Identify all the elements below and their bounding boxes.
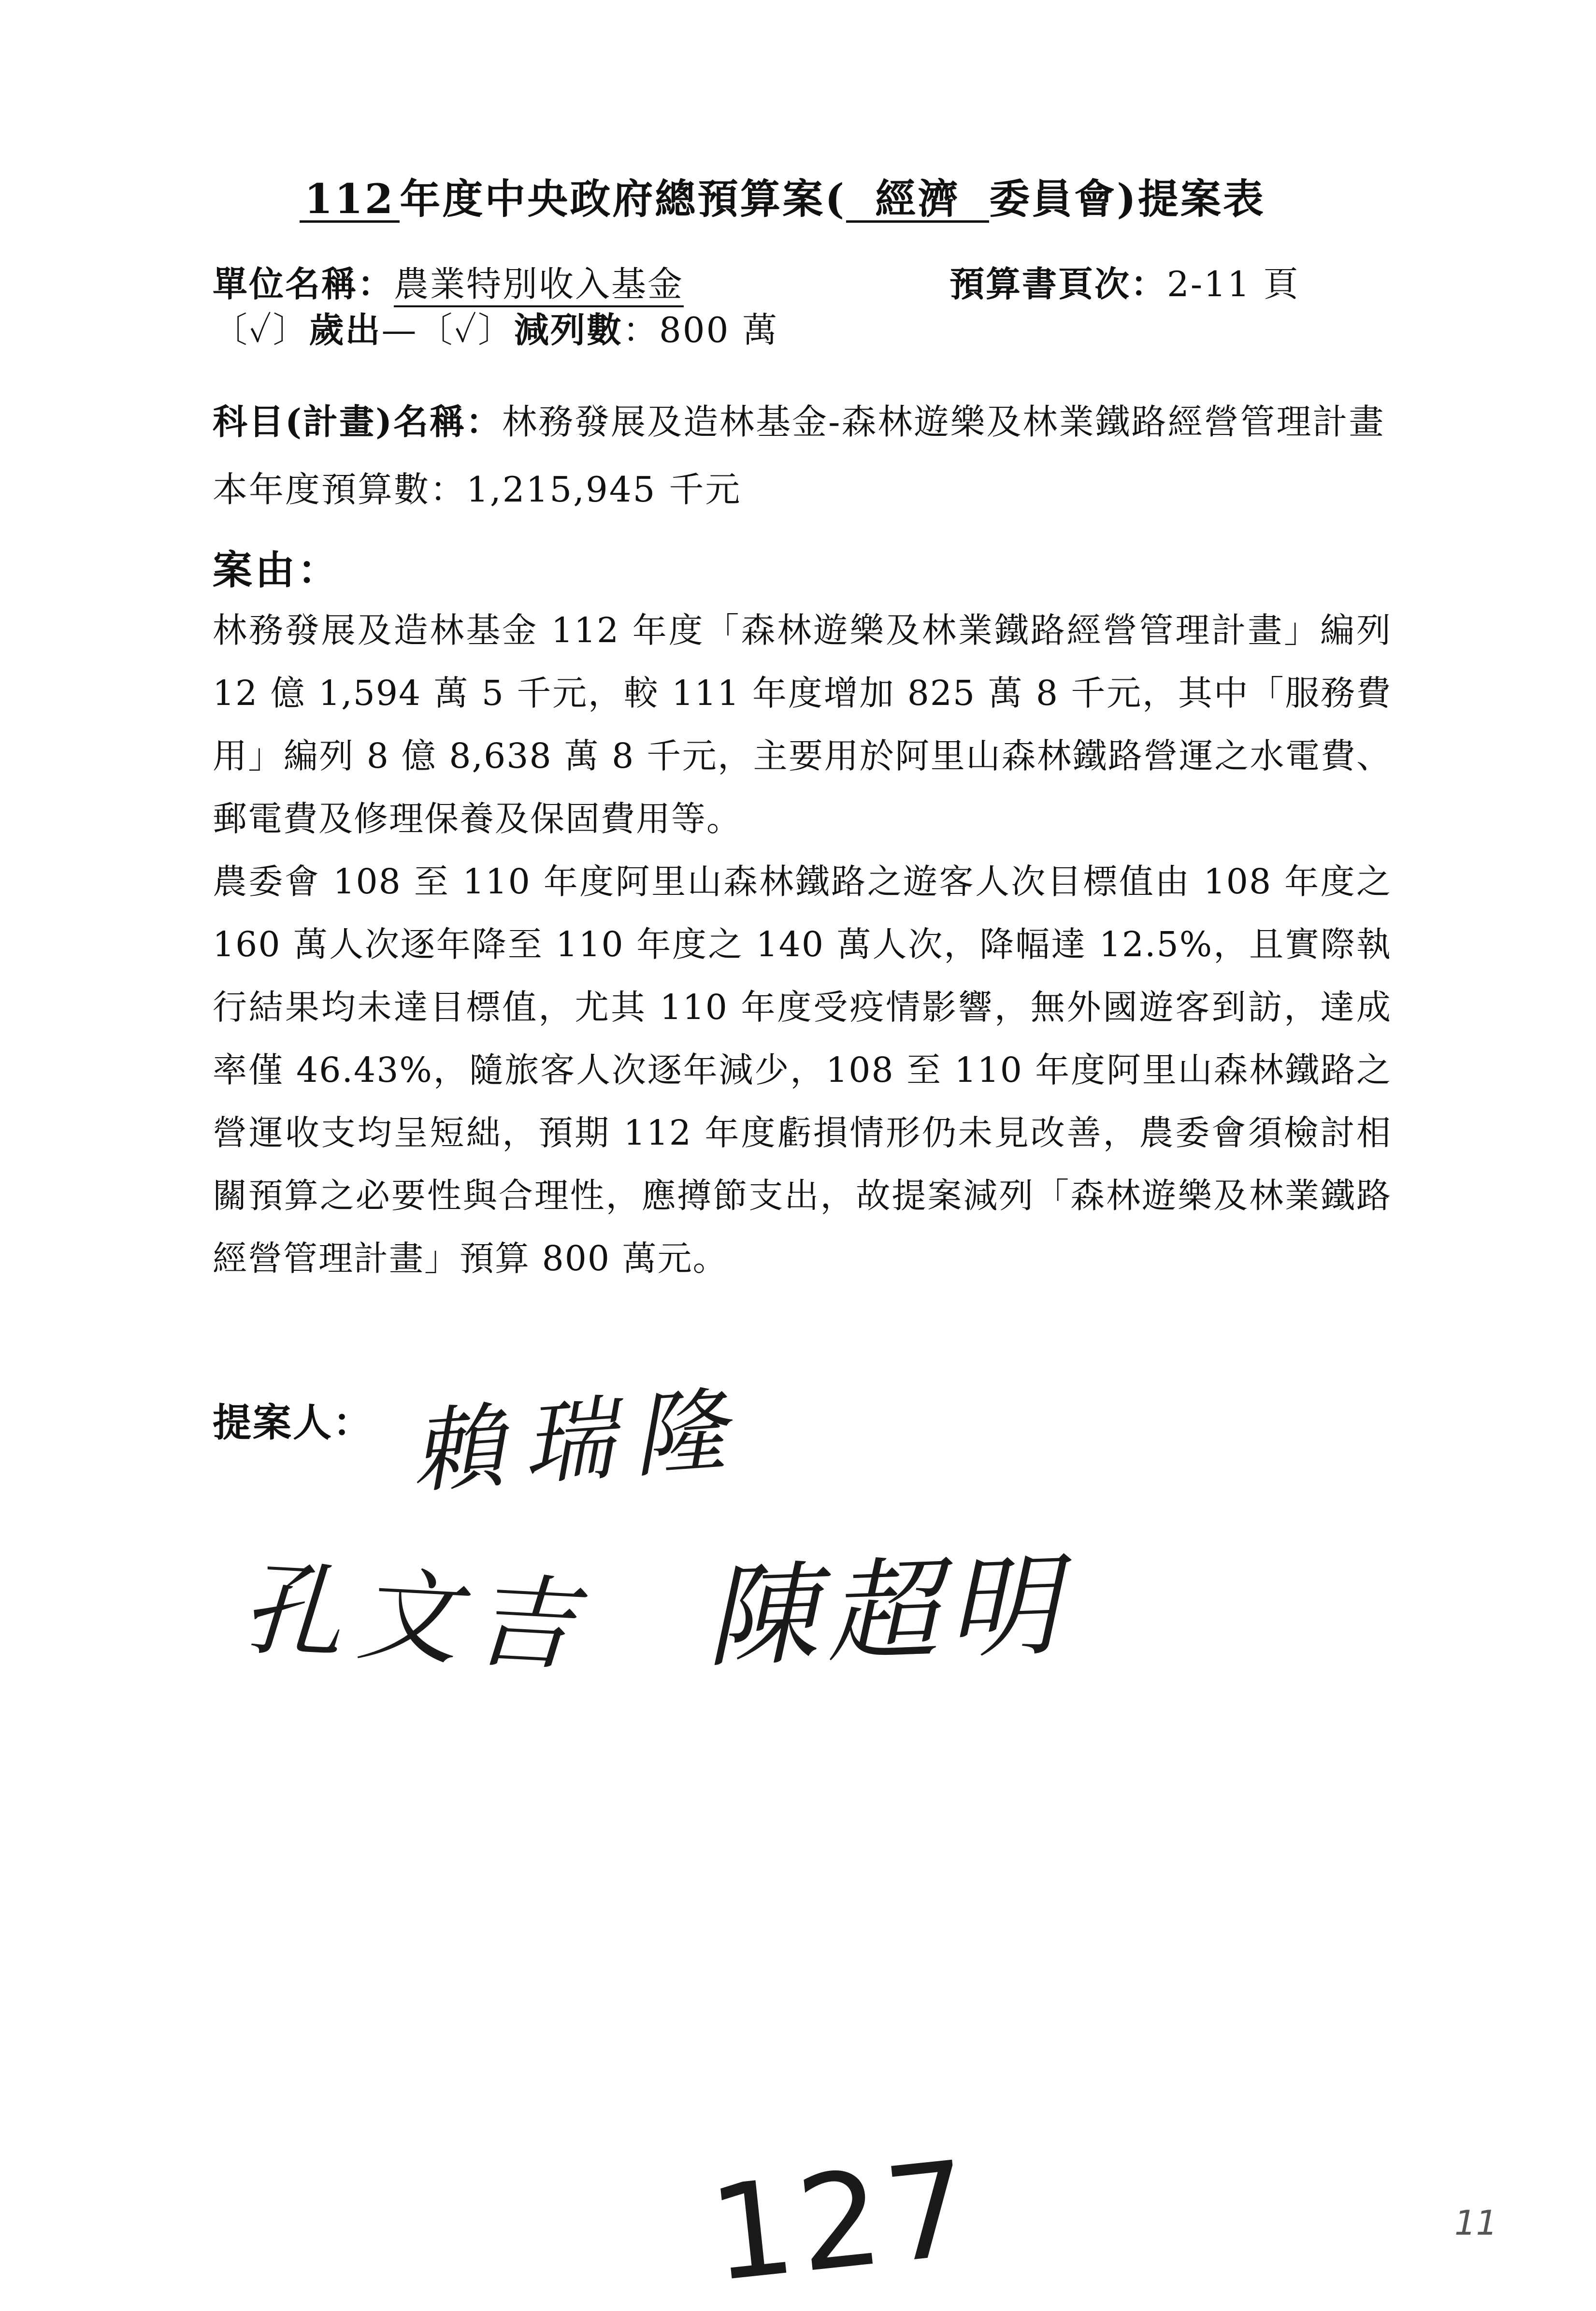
subject-value: 林務發展及造林基金-森林遊樂及林業鐵路經營管理計畫 [502, 402, 1385, 442]
case-paragraph-1: 林務發展及造林基金 112 年度「森林遊樂及林業鐵路經營管理計畫」編列 12 億 1,594 萬 5 千元，較 111 年度增加 825 萬 8 千元，其中「服務費用」編列 8 億 8,638 萬 8 千元，主要用於阿里山森林鐵路營運之水電費、郵電費及修理保養及保固費用等。 [213, 610, 1392, 839]
title-text-1: 年度中央政府總預算案( [400, 175, 847, 223]
current-budget-row [213, 461, 741, 512]
proposer-label: 提案人： [213, 1400, 373, 1445]
signature-1: 賴瑞隆 [408, 1376, 748, 1506]
reduce-label: 減列數 [514, 309, 623, 350]
expense-dash: — [381, 310, 418, 350]
subject-label: 科目(計畫)名稱： [213, 401, 503, 442]
page-title [300, 167, 1265, 225]
reduce-check: 〔✓〕 [417, 310, 514, 350]
expense-check: 〔✓〕 [213, 310, 309, 350]
title-committee: 經濟 [846, 178, 989, 223]
expense-row [213, 302, 778, 352]
current-budget-value: 1,215,945 千元 [466, 469, 742, 510]
unit-row [213, 256, 684, 306]
current-budget-label: 本年度預算數： [213, 469, 467, 510]
unit-label: 單位名稱： [213, 263, 394, 304]
subject-row [213, 394, 1385, 444]
case-heading: 案由： [213, 547, 341, 593]
case-paragraph-2: 農委會 108 至 110 年度阿里山森林鐵路之遊客人次目標值由 108 年度之 160 萬人次逐年降至 110 年度之 140 萬人次，降幅達 12.5%，且實際執行結果均未達目標值，尤其 110 年度受疫情影響，無外國遊客到訪，達成率僅 46.43%，隨旅客人次逐年減少，108 至 110 年度阿里山森林鐵路之營運收支均呈短絀，預期 112 年度虧損情形仍未見改善，農委會須檢討相關預算之必要性與合理性，應撙節支出，故提案減列「森林遊樂及林業鐵路經營管理計畫」預算 800 萬元。 [213, 861, 1392, 1278]
budget-page-label: 預算書頁次： [949, 263, 1167, 304]
budget-page-row [949, 256, 1300, 306]
title-text-2: 委員會)提案表 [989, 175, 1265, 223]
reduce-amount: 800 萬 [659, 310, 779, 350]
signature-2: 孔文吉 [238, 1550, 592, 1686]
signature-3: 陳超明 [704, 1541, 1071, 1683]
corner-mark: 11 [1454, 2203, 1498, 2243]
unit-value: 農業特別收入基金 [394, 264, 684, 307]
budget-page-value: 2-11 頁 [1167, 264, 1300, 304]
expense-label: 歲出 [309, 309, 382, 350]
reduce-colon: ： [622, 310, 659, 350]
handwritten-page-number: 127 [703, 2132, 981, 2311]
title-year: 112 [300, 178, 400, 223]
